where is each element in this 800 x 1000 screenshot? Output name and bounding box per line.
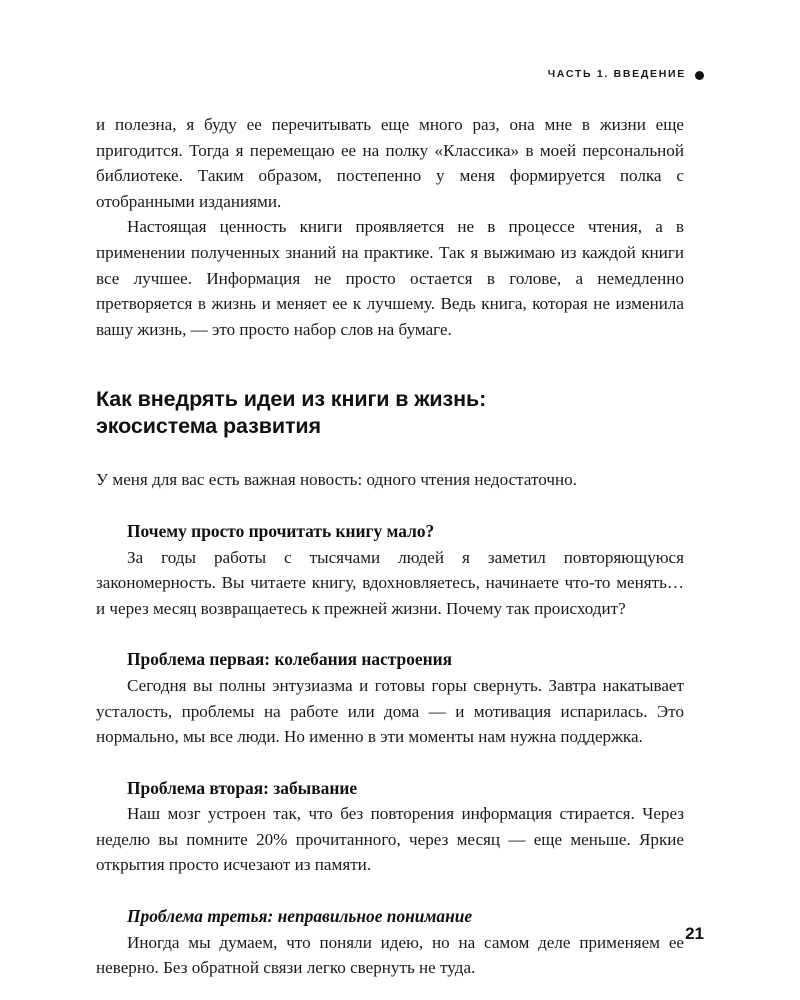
page-content [96, 112, 684, 981]
section-heading-line-1: Как внедрять идеи из книги в жизнь: [96, 387, 487, 412]
subheading-problem-three: Проблема третья: неправильное понимание [127, 906, 473, 927]
section-lede: У меня для вас есть важная новость: одного чтения недостаточно. [96, 470, 577, 490]
paragraph-problem-one: Сегодня вы полны энтузиазма и готовы горы свернуть. Завтра накатывает усталость, проблемы на работе или дома — и мотивация испарилась. Это нормально, мы все люди. Но именно в эти моменты нам нужна поддержка. [96, 675, 684, 747]
subheading-why-reading-is-not-enough: Почему просто прочитать книгу мало? [127, 520, 435, 541]
running-head-label: ЧАСТЬ 1. ВВЕДЕНИЕ [547, 68, 686, 80]
running-head [548, 68, 704, 80]
subheading-problem-one: Проблема первая: колебания настроения [127, 649, 453, 670]
subheading-problem-two: Проблема вторая: забывание [127, 777, 358, 798]
paragraph-value-of-book: Настоящая ценность книги проявляется не в процессе чтения, а в применении полученных знаний на практике. Так я выжимаю из каждой книги все лучшее. Информация не просто остается в голове, а немедленно претворяется в жизнь и меняет ее к лучшему. Ведь книга, которая не изменила вашу жизнь, — это просто набор слов на бумаге. [96, 217, 684, 339]
paragraph-problem-three: Иногда мы думаем, что поняли идею, но на самом деле применяем ее неверно. Без обратной связи легко свернуть не туда. [96, 932, 684, 978]
paragraph-why-reading-is-not-enough: За годы работы с тысячами людей я заметил повторяющуюся закономерность. Вы читаете книгу, вдохновляетесь, начинаете что-то менять… и через месяц возвращаетесь к прежней жизни. Почему так происходит? [96, 547, 684, 618]
page-number: 21 [685, 924, 704, 943]
paragraph-continued: и полезна, я буду ее перечитывать еще много раз, она мне в жизни еще пригодится. Тогда я перемещаю ее на полку «Классика» в моей персональной библиотеке. Таким образом, постепенно у меня формируется полка с отобранными изданиями. [96, 115, 684, 211]
section-heading-line-2: экосистема развития [96, 414, 321, 439]
section-heading [96, 386, 684, 440]
paragraph-problem-two: Наш мозг устроен так, что без повторения информация стирается. Через неделю вы помните 20% прочитанного, через месяц — еще меньше. Яркие открытия просто исчезают из памяти. [96, 804, 684, 875]
bullet-dot-icon [695, 71, 704, 80]
